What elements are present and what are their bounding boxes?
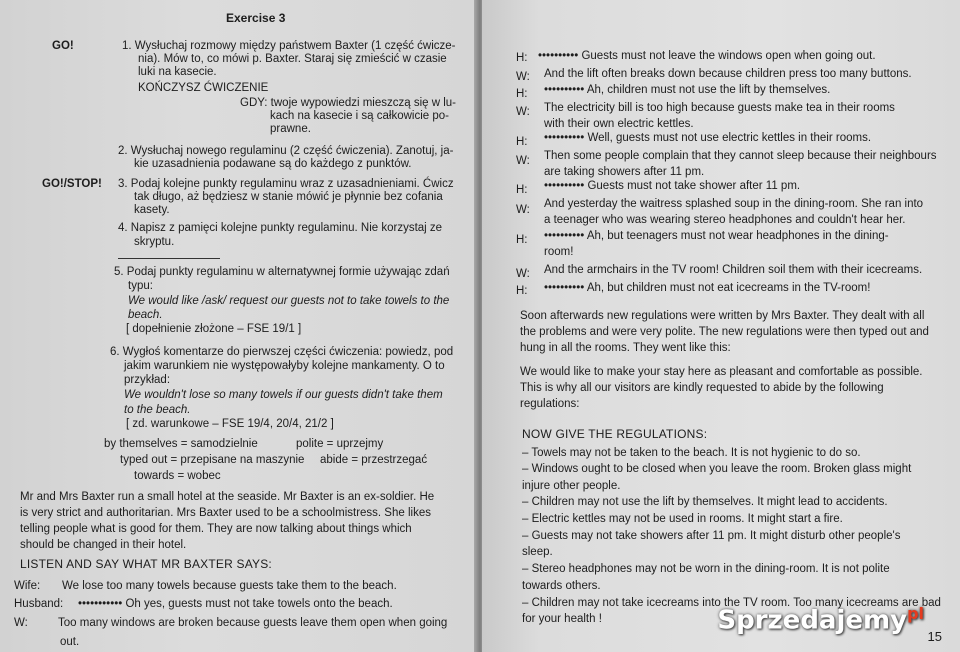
gdy-line3: prawne. — [270, 123, 311, 135]
dialog-line: out. — [60, 636, 80, 648]
gdy-line2: kach na kasecie i są całkowicie po- — [270, 110, 449, 122]
dialog-speaker: W: — [516, 106, 530, 118]
listen-heading: LISTEN AND SAY WHAT MR BAXTER SAYS: — [20, 557, 272, 571]
regulation-item: towards others. — [522, 580, 601, 592]
konczysz-heading: KOŃCZYSZ ĆWICZENIE — [138, 82, 269, 94]
dialog-line: •••••••••• Ah, but teenagers must not wear headphones in the dining- — [544, 230, 889, 242]
dialog-line: And yesterday the waitress splashed soup in the dining-room. She ran into — [544, 198, 924, 210]
dialog-line: with their own electric kettles. — [544, 118, 694, 130]
item2-line2: kie uzasadnienia podawane są do każdego z punktów. — [134, 158, 412, 170]
dialog-speaker: H: — [516, 52, 528, 64]
item4-line1: 4. Napisz z pamięci kolejne punkty regulaminu. Nie korzystaj ze — [118, 222, 443, 234]
item3-line3: kasety. — [134, 204, 170, 216]
story-line2: is very strict and authoritarian. Mrs Baxter used to be a schoolmistress. She likes — [20, 507, 431, 519]
vocab-polite: polite = uprzejmy — [296, 438, 384, 450]
regulation-item: injure other people. — [522, 480, 621, 492]
item5-example-line2: beach. — [128, 309, 163, 321]
story-line3: telling people what is good for them. They are now talking about things which — [20, 523, 412, 535]
afterwards-line2: the problems and were very polite. The new regulations were then typed out and — [520, 326, 929, 338]
story-line1: Mr and Mrs Baxter run a small hotel at the seaside. Mr Baxter is an ex-soldier. He — [20, 491, 435, 503]
vocab-abide: abide = przestrzegać — [320, 454, 428, 466]
item5-example-line1: We would like /ask/ request our guests not to take towels to the — [128, 295, 450, 307]
item1-line1: 1. Wysłuchaj rozmowy między państwem Baxter (1 część ćwicze- — [122, 40, 456, 52]
afterwards-line3: hung in all the rooms. They went like this: — [520, 342, 731, 354]
dialog-line: ••••••••••• Oh yes, guests must not take towels onto the beach. — [78, 598, 393, 610]
item3-line1: 3. Podaj kolejne punkty regulaminu wraz z uzasadnieniami. Ćwicz — [118, 178, 454, 190]
dialog-line: The electricity bill is too high because guests make tea in their rooms — [544, 102, 895, 114]
regulation-item: – Stereo headphones may not be worn in the dining-room. It is not polite — [522, 563, 890, 575]
item1-line3: luki na kasecie. — [138, 66, 217, 78]
item6-reference: [ zd. warunkowe – FSE 19/4, 20/4, 21/2 ] — [126, 418, 334, 430]
item1-line2: nia). Mów to, co mówi p. Baxter. Staraj się zmieścić w czasie — [138, 53, 447, 65]
vocab-towards: towards = wobec — [134, 470, 221, 482]
dialog-line: are taking showers after 11 pm. — [544, 166, 705, 178]
dialog-line: •••••••••• Guests must not take shower after 11 pm. — [544, 180, 801, 192]
dialog-line: •••••••••• Guests must not leave the windows open when going out. — [538, 50, 876, 62]
dialog-line: Too many windows are broken because guests leave them open when going — [58, 617, 448, 629]
dialog-line: And the lift often breaks down because children press too many buttons. — [544, 68, 912, 80]
dialog-line: •••••••••• Ah, but children must not eat icecreams in the TV-room! — [544, 282, 871, 294]
intro-line3: regulations: — [520, 398, 580, 410]
regulation-item: – Electric kettles may not be used in rooms. It might start a fire. — [522, 513, 843, 525]
regulation-item: – Guests may not take showers after 11 pm. It might disturb other people's — [522, 530, 901, 542]
item2-line1: 2. Wysłuchaj nowego regulaminu (2 część ćwiczenia). Zanotuj, ja- — [118, 145, 454, 157]
gdy-line1: GDY: twoje wypowiedzi mieszczą się w lu- — [240, 97, 457, 109]
go-label: GO! — [52, 40, 74, 52]
dialog-speaker: Wife: — [14, 580, 41, 592]
regulation-item: for your health ! — [522, 613, 602, 625]
item5-line2: typu: — [128, 280, 153, 292]
dialog-line: •••••••••• Well, guests must not use electric kettles in their rooms. — [544, 132, 872, 144]
dialog-speaker: Husband: — [14, 598, 64, 610]
exercise-title: Exercise 3 — [226, 11, 286, 25]
left-page — [0, 0, 478, 652]
item3-line2: tak długo, aż będziesz w stanie mówić je płynnie bez cofania — [134, 191, 443, 203]
dialog-line: And the armchairs in the TV room! Children soil them with their icecreams. — [544, 264, 923, 276]
gostop-label: GO!/STOP! — [42, 178, 102, 190]
item5-line1: 5. Podaj punkty regulaminu w alternatywnej formie używając zdań — [114, 266, 450, 278]
regulation-item: – Children may not use the lift by themselves. It might lead to accidents. — [522, 496, 888, 508]
dialog-speaker: H: — [516, 234, 528, 246]
intro-line2: This is why all our visitors are kindly requested to abide by the following — [520, 382, 884, 394]
dialog-line: a teenager who was wearing stereo headphones and couldn't hear her. — [544, 214, 906, 226]
vocab-by-themselves: by themselves = samodzielnie — [104, 438, 258, 450]
watermark-logo: Sprzedajemy$^{pl}$ — [717, 604, 924, 636]
item4-line2: skryptu. — [134, 236, 175, 248]
item6-line1: 6. Wygłoś komentarze do pierwszej części ćwiczenia: powiedz, pod — [110, 346, 454, 358]
item6-example-line2: to the beach. — [124, 404, 191, 416]
divider-rule — [118, 258, 220, 259]
page-number: 15 — [927, 629, 942, 644]
story-line4: should be changed in their hotel. — [20, 539, 187, 551]
dialog-line: •••••••••• Ah, children must not use the lift by themselves. — [544, 84, 831, 96]
intro-line1: We would like to make your stay here as pleasant and comfortable as possible. — [520, 366, 923, 378]
vocab-typed-out: typed out = przepisane na maszynie — [120, 454, 305, 466]
regulation-item: – Children may not take icecreams into the TV room. Too many icecreams are bad — [522, 597, 941, 609]
dialog-speaker: W: — [516, 155, 530, 167]
dialog-speaker: H: — [516, 88, 528, 100]
item6-example-line1: We wouldn't lose so many towels if our guests didn't take them — [124, 389, 443, 401]
dialog-speaker: H: — [516, 285, 528, 297]
dialog-speaker: W: — [516, 71, 530, 83]
dialog-speaker: W: — [516, 204, 530, 216]
dialog-speaker: H: — [516, 136, 528, 148]
regulation-item: sleep. — [522, 546, 553, 558]
item5-reference: [ dopełnienie złożone – FSE 19/1 ] — [126, 323, 302, 335]
regulations-heading: NOW GIVE THE REGULATIONS: — [522, 427, 708, 441]
dialog-line: Then some people complain that they cannot sleep because their neighbours — [544, 150, 937, 162]
afterwards-line1: Soon afterwards new regulations were written by Mrs Baxter. They dealt with all — [520, 310, 925, 322]
dialog-line: room! — [544, 246, 574, 258]
dialog-speaker: H: — [516, 184, 528, 196]
regulation-item: – Towels may not be taken to the beach. It is not hygienic to do so. — [522, 447, 861, 459]
item6-line2: jakim warunkiem nie występowałyby kolejne mankamenty. O to — [124, 360, 445, 372]
item6-line3: przykład: — [124, 374, 171, 386]
regulation-item: – Windows ought to be closed when you leave the room. Broken glass might — [522, 463, 912, 475]
dialog-line: We lose too many towels because guests take them to the beach. — [62, 580, 397, 592]
right-page — [482, 0, 960, 652]
dialog-speaker: W: — [516, 268, 530, 280]
dialog-speaker: W: — [14, 617, 28, 629]
